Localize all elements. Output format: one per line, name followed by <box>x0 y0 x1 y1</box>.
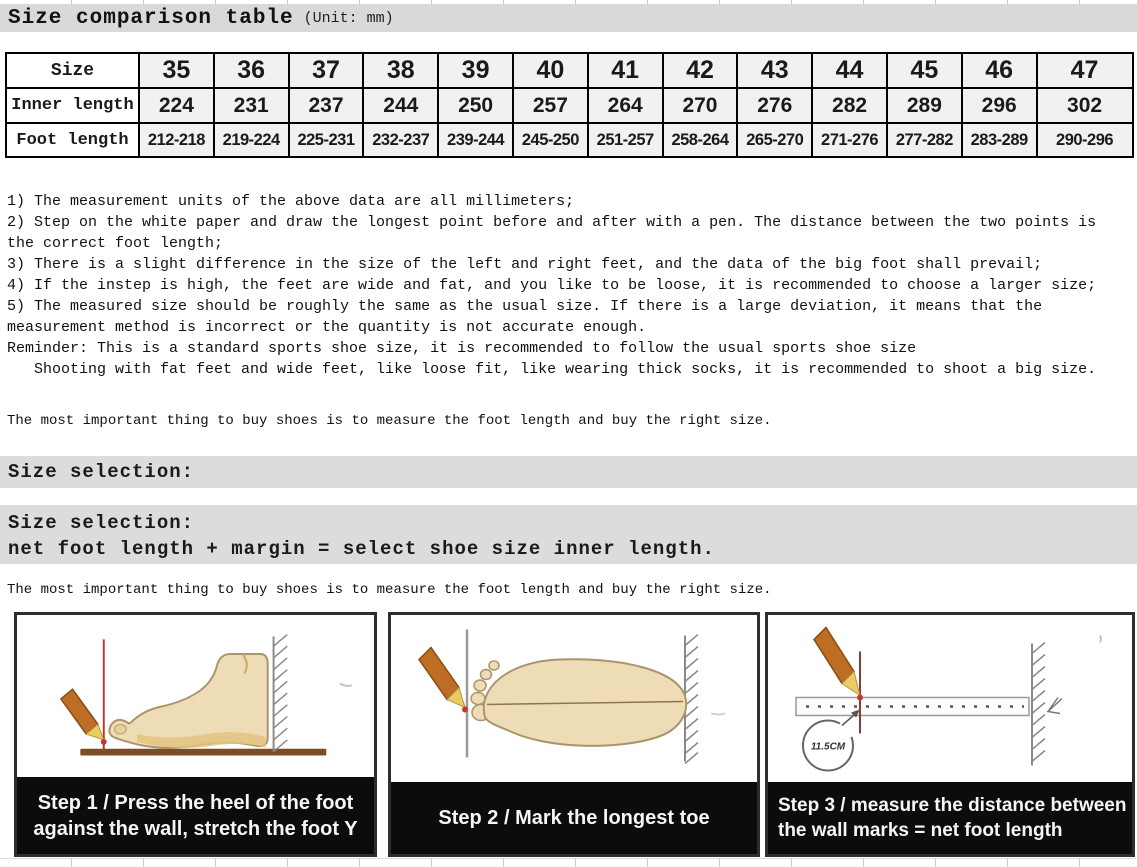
unit-label: (Unit: mm) <box>303 9 394 27</box>
size-table-wrap <box>5 52 1132 158</box>
table-cell: 239-244 <box>438 123 513 157</box>
note-line: 3) There is a slight difference in the size of the left and right feet, and the data of the big foot shall prevail; <box>7 256 1043 273</box>
pencil-icon <box>419 648 468 713</box>
row-label: Size <box>6 53 139 88</box>
table-cell: 45 <box>887 53 962 88</box>
table-cell: 290-296 <box>1037 123 1133 157</box>
step3-caption-line1: Step 3 / measure the distance between <box>778 795 1127 816</box>
table-cell: 302 <box>1037 88 1133 123</box>
step3-ruler-illustration <box>768 615 1132 782</box>
table-cell: 37 <box>289 53 364 88</box>
row-label: Inner length <box>6 88 139 123</box>
table-cell: 42 <box>663 53 738 88</box>
table-cell: 264 <box>588 88 663 123</box>
tip-text-repeat: The most important thing to buy shoes is to measure the foot length and buy the right size. <box>7 582 772 598</box>
measurement-steps <box>0 612 1137 858</box>
pencil-icon <box>61 689 107 745</box>
step2-caption-line1: Step 2 / Mark the longest toe <box>438 806 710 829</box>
table-cell: 282 <box>812 88 887 123</box>
table-row <box>6 88 1133 123</box>
size-selection-block-title: Size selection: <box>8 512 195 534</box>
table-cell: 257 <box>513 88 588 123</box>
size-selection-block <box>0 505 1137 564</box>
note-line: measurement method is incorrect or the quantity is not accurate enough. <box>7 319 647 336</box>
note-line: 5) The measured size should be roughly the same as the usual size. If there is a large deviation, it means that the <box>7 298 1043 315</box>
step2-panel <box>388 612 760 857</box>
step1-panel <box>14 612 377 857</box>
table-cell: 271-276 <box>812 123 887 157</box>
row-label: Foot length <box>6 123 139 157</box>
table-cell: 36 <box>214 53 289 88</box>
wall-hatch-right <box>1032 643 1045 766</box>
table-cell: 40 <box>513 53 588 88</box>
step1-caption-bar <box>17 777 374 854</box>
wall-hatch-right <box>274 635 288 752</box>
size-selection-formula: net foot length + margin = select shoe size inner length. <box>8 538 715 560</box>
step1-illustration-svg <box>17 615 374 777</box>
floor-line <box>80 749 326 756</box>
table-cell: 232-237 <box>363 123 438 157</box>
table-cell: 39 <box>438 53 513 88</box>
table-cell: 38 <box>363 53 438 88</box>
table-cell: 219-224 <box>214 123 289 157</box>
table-cell: 35 <box>139 53 214 88</box>
step3-panel <box>765 612 1135 857</box>
table-cell: 245-250 <box>513 123 588 157</box>
table-cell: 41 <box>588 53 663 88</box>
step1-foot-side-illustration <box>17 615 374 777</box>
wall-hatch-right <box>685 635 698 764</box>
note-line: the correct foot length; <box>7 235 224 252</box>
tip-text: The most important thing to buy shoes is to measure the foot length and buy the right size. <box>7 413 772 429</box>
table-row <box>6 53 1133 88</box>
table-cell: 237 <box>289 88 364 123</box>
table-cell: 296 <box>962 88 1037 123</box>
note-line: 2) Step on the white paper and draw the longest point before and after with a pen. The distance between the two points is <box>7 214 1097 231</box>
note-line: Reminder: This is a standard sports shoe size, it is recommended to follow the usual sports shoe size <box>7 340 917 357</box>
step3-caption-bar <box>768 782 1132 854</box>
stray-mark <box>1100 636 1101 643</box>
note-line: 4) If the instep is high, the feet are wide and fat, and you like to be loose, it is recommended to choose a larger size; <box>7 277 1097 294</box>
table-cell: 43 <box>737 53 812 88</box>
small-arrow-mark <box>1048 698 1062 714</box>
table-row <box>6 123 1133 157</box>
table-cell: 44 <box>812 53 887 88</box>
table-cell: 225-231 <box>289 123 364 157</box>
pencil-icon <box>814 628 863 701</box>
big-toe <box>115 724 127 734</box>
page-title: Size comparison table <box>8 6 294 30</box>
table-cell: 46 <box>962 53 1037 88</box>
table-cell: 283-289 <box>962 123 1037 157</box>
table-cell: 289 <box>887 88 962 123</box>
note-line: Shooting with fat feet and wide feet, like loose fit, like wearing thick socks, it is recommended to shoot a big size. <box>7 361 1097 378</box>
table-cell: 244 <box>363 88 438 123</box>
table-cell: 231 <box>214 88 289 123</box>
step3-caption-line2: the wall marks = net foot length <box>778 820 1063 841</box>
table-cell: 270 <box>663 88 738 123</box>
spreadsheet-gridline-strip-bottom <box>0 858 1137 867</box>
step2-illustration-svg <box>391 615 757 782</box>
table-cell: 276 <box>737 88 812 123</box>
table-cell: 251-257 <box>588 123 663 157</box>
size-selection-heading-bar <box>0 456 1137 488</box>
table-cell: 212-218 <box>139 123 214 157</box>
step2-caption-bar <box>391 782 757 854</box>
step3-illustration-svg <box>768 615 1132 782</box>
step1-caption-line2: against the wall, stretch the foot Y <box>33 817 358 840</box>
step2-foot-top-illustration <box>391 615 757 782</box>
size-comparison-table <box>5 52 1134 158</box>
table-cell: 224 <box>139 88 214 123</box>
table-cell: 277-282 <box>887 123 962 157</box>
note-line: 1) The measurement units of the above data are all millimeters; <box>7 193 575 210</box>
size-selection-heading: Size selection: <box>8 461 195 483</box>
measurement-notes <box>7 191 1133 380</box>
title-bar <box>0 4 1137 32</box>
table-cell: 258-264 <box>663 123 738 157</box>
step1-caption-line1: Step 1 / Press the heel of the foot <box>37 791 354 814</box>
table-cell: 47 <box>1037 53 1133 88</box>
table-cell: 265-270 <box>737 123 812 157</box>
table-cell: 250 <box>438 88 513 123</box>
measurement-value: 11.5CM <box>810 741 846 753</box>
stray-mark <box>340 683 352 686</box>
stray-mark <box>711 714 725 715</box>
